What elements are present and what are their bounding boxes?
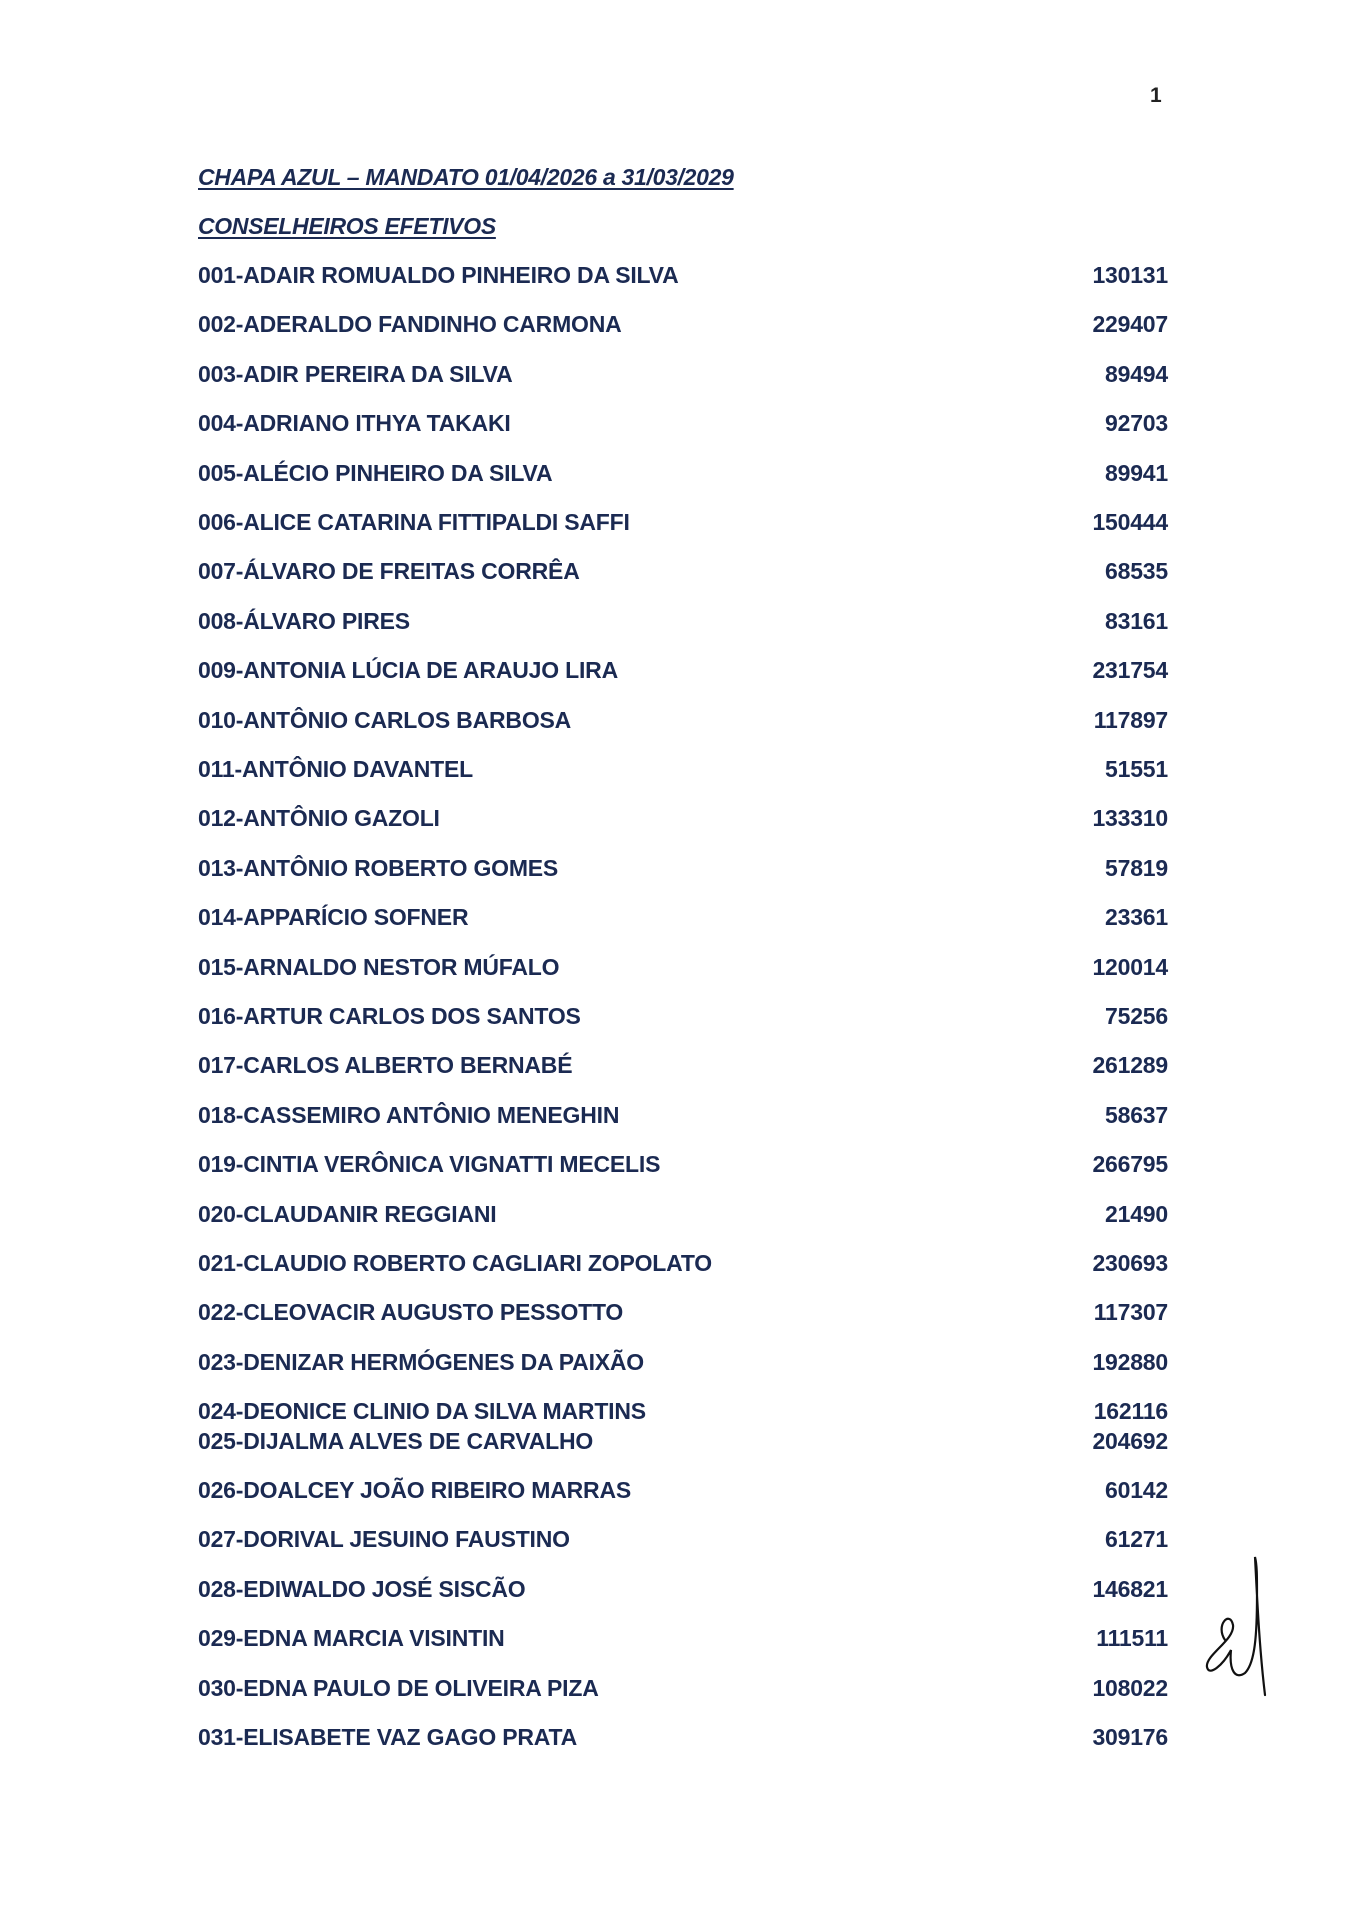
member-row bbox=[198, 954, 1168, 984]
member-number: 68535 bbox=[1105, 558, 1168, 585]
member-name: 021-CLAUDIO ROBERTO CAGLIARI ZOPOLATO bbox=[198, 1250, 712, 1276]
member-row bbox=[198, 805, 1168, 835]
signature bbox=[1195, 1555, 1325, 1705]
member-row bbox=[198, 1625, 1168, 1655]
member-number: 133310 bbox=[1092, 805, 1168, 832]
member-name: 023-DENIZAR HERMÓGENES DA PAIXÃO bbox=[198, 1348, 644, 1375]
member-row bbox=[198, 1102, 1168, 1132]
section-heading: CONSELHEIROS EFETIVOS bbox=[198, 213, 496, 239]
member-number: 89494 bbox=[1105, 360, 1168, 387]
member-name: 024-DEONICE CLINIO DA SILVA MARTINS bbox=[198, 1398, 646, 1425]
member-name: 011-ANTÔNIO DAVANTEL bbox=[198, 756, 474, 782]
member-row bbox=[198, 1151, 1168, 1181]
member-name: 026-DOALCEY JOÃO RIBEIRO MARRAS bbox=[198, 1477, 632, 1503]
member-name: 028-EDIWALDO JOSÉ SISCÃO bbox=[198, 1575, 526, 1602]
member-row bbox=[198, 1299, 1168, 1329]
member-row bbox=[198, 1724, 1168, 1754]
member-row bbox=[198, 1201, 1168, 1231]
member-number: 204692 bbox=[1092, 1428, 1168, 1454]
member-number: 108022 bbox=[1092, 1674, 1168, 1701]
member-row bbox=[198, 311, 1168, 341]
member-name: 007-ÁLVARO DE FREITAS CORRÊA bbox=[198, 558, 580, 585]
member-name: 006-ALICE CATARINA FITTIPALDI SAFFI bbox=[198, 509, 630, 535]
member-number: 309176 bbox=[1092, 1724, 1168, 1750]
member-name: 015-ARNALDO NESTOR MÚFALO bbox=[198, 953, 560, 980]
member-name: 027-DORIVAL JESUINO FAUSTINO bbox=[198, 1526, 570, 1553]
member-name: 022-CLEOVACIR AUGUSTO PESSOTTO bbox=[198, 1299, 624, 1326]
member-row bbox=[198, 608, 1168, 638]
member-row bbox=[198, 657, 1168, 687]
member-name: 014-APPARÍCIO SOFNER bbox=[198, 904, 469, 931]
member-row bbox=[198, 904, 1168, 934]
member-row bbox=[198, 460, 1168, 490]
member-row bbox=[198, 509, 1168, 539]
member-number: 192880 bbox=[1092, 1348, 1168, 1375]
member-number: 60142 bbox=[1105, 1477, 1168, 1503]
member-row bbox=[198, 1349, 1168, 1379]
member-number: 229407 bbox=[1092, 311, 1168, 338]
member-name: 020-CLAUDANIR REGGIANI bbox=[198, 1200, 497, 1227]
member-name: 002-ADERALDO FANDINHO CARMONA bbox=[198, 311, 622, 338]
member-name: 019-CINTIA VERÔNICA VIGNATTI MECELIS bbox=[198, 1151, 661, 1178]
member-row bbox=[198, 1428, 1168, 1458]
member-name: 010-ANTÔNIO CARLOS BARBOSA bbox=[198, 706, 572, 733]
member-number: 58637 bbox=[1105, 1101, 1168, 1128]
member-row bbox=[198, 1526, 1168, 1556]
member-number: 120014 bbox=[1092, 953, 1168, 980]
member-row bbox=[198, 410, 1168, 440]
member-number: 75256 bbox=[1105, 1003, 1168, 1029]
member-name: 031-ELISABETE VAZ GAGO PRATA bbox=[198, 1724, 578, 1750]
member-row bbox=[198, 1250, 1168, 1280]
member-name: 030-EDNA PAULO DE OLIVEIRA PIZA bbox=[198, 1674, 599, 1701]
member-name: 008-ÁLVARO PIRES bbox=[198, 607, 410, 634]
member-name: 013-ANTÔNIO ROBERTO GOMES bbox=[198, 854, 559, 881]
member-name: 029-EDNA MARCIA VISINTIN bbox=[198, 1625, 505, 1652]
member-number: 150444 bbox=[1092, 509, 1168, 535]
document-title: CHAPA AZUL – MANDATO 01/04/2026 a 31/03/2029 bbox=[198, 164, 734, 190]
member-row bbox=[198, 1398, 1168, 1428]
member-name: 004-ADRIANO ITHYA TAKAKI bbox=[198, 410, 511, 437]
member-number: 117307 bbox=[1093, 1299, 1168, 1326]
member-row bbox=[198, 756, 1168, 786]
member-number: 146821 bbox=[1092, 1575, 1168, 1602]
member-name: 001-ADAIR ROMUALDO PINHEIRO DA SILVA bbox=[198, 262, 679, 288]
member-row bbox=[198, 1576, 1168, 1606]
member-name: 009-ANTONIA LÚCIA DE ARAUJO LIRA bbox=[198, 657, 618, 684]
member-name: 017-CARLOS ALBERTO BERNABÉ bbox=[198, 1052, 573, 1079]
member-name: 012-ANTÔNIO GAZOLI bbox=[198, 805, 440, 832]
member-row bbox=[198, 1003, 1168, 1033]
member-row bbox=[198, 1477, 1168, 1507]
member-number: 261289 bbox=[1092, 1052, 1168, 1079]
member-row bbox=[198, 1675, 1168, 1705]
member-number: 92703 bbox=[1105, 410, 1168, 437]
member-number: 130131 bbox=[1092, 262, 1168, 288]
member-number: 61271 bbox=[1105, 1526, 1168, 1553]
member-name: 025-DIJALMA ALVES DE CARVALHO bbox=[198, 1428, 594, 1454]
page-number: 1 bbox=[1150, 84, 1162, 107]
member-number: 23361 bbox=[1105, 904, 1168, 931]
member-number: 230693 bbox=[1092, 1250, 1168, 1276]
member-name: 005-ALÉCIO PINHEIRO DA SILVA bbox=[198, 459, 553, 486]
member-number: 162116 bbox=[1093, 1398, 1168, 1425]
member-number: 83161 bbox=[1105, 607, 1168, 634]
member-row bbox=[198, 262, 1168, 292]
member-number: 89941 bbox=[1105, 459, 1168, 486]
member-name: 016-ARTUR CARLOS DOS SANTOS bbox=[198, 1003, 581, 1029]
member-name: 018-CASSEMIRO ANTÔNIO MENEGHIN bbox=[198, 1101, 620, 1128]
member-row bbox=[198, 1052, 1168, 1082]
member-row bbox=[198, 707, 1168, 737]
member-name: 003-ADIR PEREIRA DA SILVA bbox=[198, 360, 513, 387]
member-row bbox=[198, 855, 1168, 885]
member-number: 266795 bbox=[1092, 1151, 1168, 1178]
member-number: 57819 bbox=[1105, 854, 1168, 881]
member-row bbox=[198, 558, 1168, 588]
member-number: 231754 bbox=[1092, 657, 1168, 684]
member-number: 117897 bbox=[1093, 706, 1168, 733]
member-number: 21490 bbox=[1105, 1200, 1168, 1227]
member-number: 111511 bbox=[1096, 1625, 1168, 1652]
member-row bbox=[198, 361, 1168, 391]
member-number: 51551 bbox=[1105, 756, 1168, 782]
